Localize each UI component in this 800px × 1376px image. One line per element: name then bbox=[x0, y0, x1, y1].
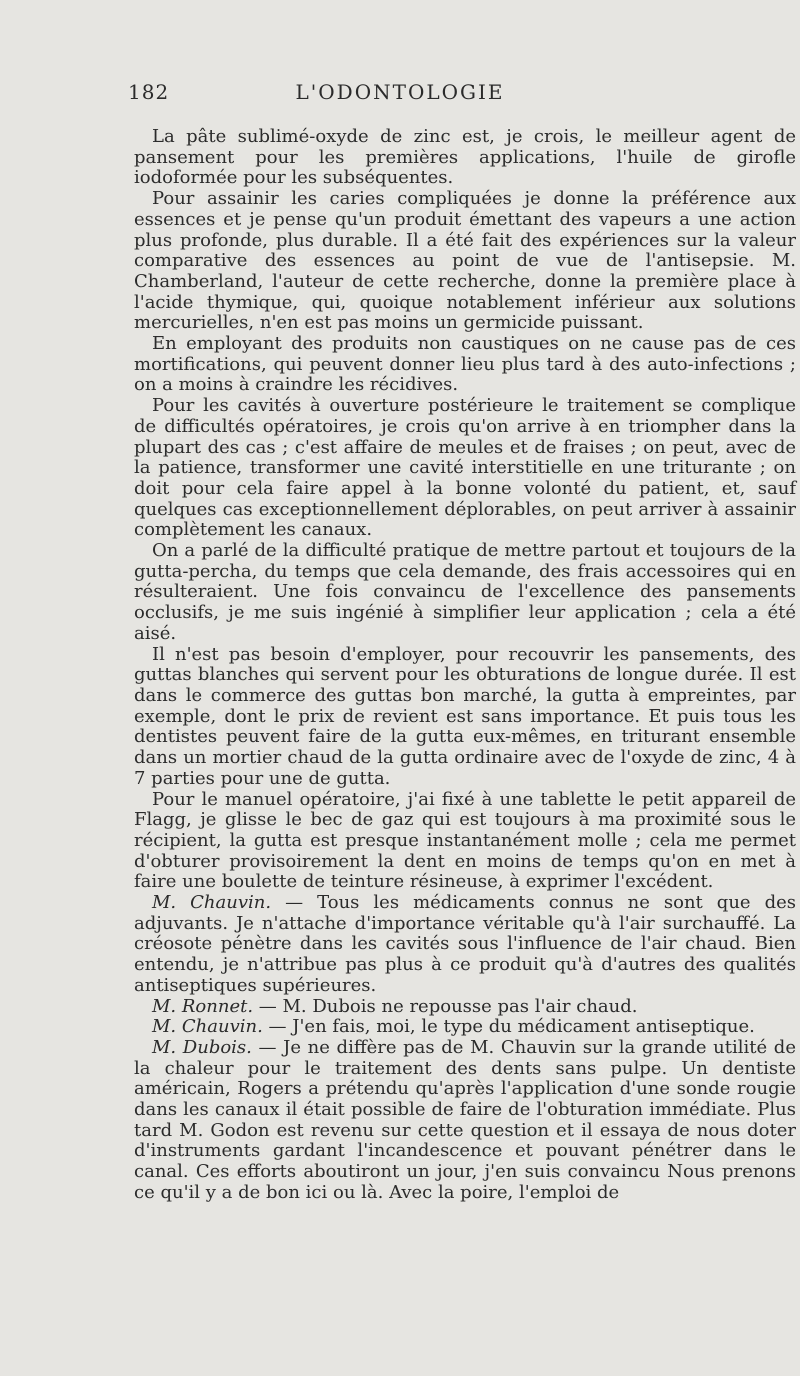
speech-text: — Tous les médicaments connus ne sont que des adjuvants. Je n'attache d'importance véritable qu'à l'air surchauffé. La créosote pénètre dans les cavités sous l'influence de l'air chaud. Bien entendu, je n'attribue pas plus à ce produit qu'à d'autres des qualités antiseptiques supérieures. bbox=[134, 892, 796, 996]
running-title: L'ODONTOLOGIE bbox=[295, 80, 505, 104]
paragraph: On a parlé de la difficulté pratique de mettre partout et toujours de la gutta-percha, du temps que cela demande, des frais accessoires qui en résulteraient. Une fois convaincu de l'excellence des pansements occlusifs, je me suis ingénié à simplifier leur application ; cela a été aisé. bbox=[134, 540, 796, 644]
speaker-name: M. Dubois. bbox=[152, 1036, 252, 1058]
dialogue-paragraph bbox=[134, 1017, 796, 1038]
body-text bbox=[134, 127, 796, 1204]
paragraph: Pour le manuel opératoire, j'ai fixé à une tablette le petit appareil de Flagg, je glisse le bec de gaz qui est toujours à ma proximité sous le récipient, la gutta est presque instantanément molle ; cela me permet d'obturer provisoirement la dent en moins de temps qu'on en met à faire une boulette de teinture résineuse, à exprimer l'excédent. bbox=[134, 788, 796, 893]
paragraph: La pâte sublimé-oxyde de zinc est, je crois, le meilleur agent de pansement pour les premières applications, l'huile de girofle iodoformée pour les subséquentes. bbox=[134, 126, 796, 189]
speech-text: — Je ne diffère pas de M. Chauvin sur la grande utilité de la chaleur pour le traitement des dents sans pulpe. Un dentiste américain, Rogers a prétendu qu'après l'application d'une sonde rougie dans les canaux il était possible de faire de l'obturation immédiate. Plus tard M. Godon est revenu sur cette question et il essaya de nous doter d'instruments gardant l'incandescence et pouvant pénétrer dans le canal. Ces efforts aboutiront un jour, j'en suis convaincu Nous prenons ce qu'il y a de bon ici ou là. Avec la poire, l'emploi de bbox=[134, 1036, 796, 1203]
paragraph: En employant des produits non caustiques on ne cause pas de ces mortifications, qui peuvent donner lieu plus tard à des auto-infections ; on a moins à craindre les récidives. bbox=[134, 333, 796, 396]
speech-text: — J'en fais, moi, le type du médicament antiseptique. bbox=[262, 1016, 755, 1038]
speaker-name: M. Ronnet. bbox=[152, 995, 254, 1017]
speaker-name: M. Chauvin. bbox=[152, 1016, 263, 1038]
paragraph: Pour les cavités à ouverture postérieure le traitement se complique de difficultés opératoires, je crois qu'on arrive à en triompher dans la plupart des cas ; c'est affaire de meules et de fraises ; on peut, avec de la patience, transformer une cavité interstitielle en une triturante ; on doit pour cela faire appel à la bonne volonté du patient, et, sauf quelques cas exceptionnellement déplorables, on peut arriver à assainir complètement les canaux. bbox=[134, 395, 796, 541]
dialogue-paragraph bbox=[134, 893, 796, 997]
paragraph: Pour assainir les caries compliquées je donne la préférence aux essences et je pense qu'un produit émettant des vapeurs a une action plus profonde, plus durable. Il a été fait des expériences sur la valeur comparative des essences au point de vue de l'antisepsie. M. Chamberland, l'auteur de cette recherche, donne la première place à l'acide thymique, qui, quoique notablement inférieur aux solutions mercurielles, n'en est pas moins un germicide puissant. bbox=[134, 188, 796, 334]
page-number: 182 bbox=[128, 80, 170, 104]
paragraph: Il n'est pas besoin d'employer, pour recouvrir les pansements, des guttas blanches qui servent pour les obturations de longue durée. Il est dans le commerce des guttas bon marché, la gutta à empreintes, par exemple, dont le prix de revient est sans importance. Et puis tous les dentistes peuvent faire de la gutta eux-mêmes, en triturant ensemble dans un mortier chaud de la gutta ordinaire avec de l'oxyde de zinc, 4 à 7 parties pour une de gutta. bbox=[134, 643, 796, 789]
speech-text: — M. Dubois ne repousse pas l'air chaud. bbox=[253, 995, 638, 1017]
dialogue-paragraph bbox=[134, 997, 796, 1018]
speaker-name: M. Chauvin. bbox=[152, 892, 272, 914]
dialogue-paragraph bbox=[134, 1038, 796, 1204]
